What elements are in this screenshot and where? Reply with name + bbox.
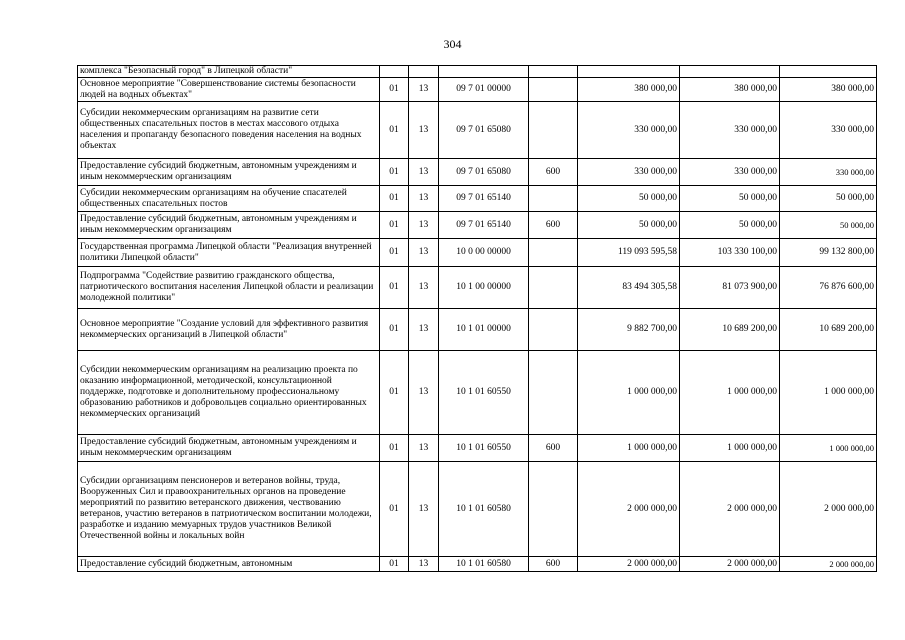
row-name-cell: комплекса "Безопасный город" в Липецкой области": [78, 66, 380, 78]
expense-type-cell: 600: [529, 212, 578, 239]
amount-year3-cell: 2 000 000,00: [780, 557, 877, 572]
expense-type-cell: 600: [529, 557, 578, 572]
section-cell: 13: [409, 267, 439, 309]
target-article-cell: 09 7 01 65080: [439, 102, 529, 159]
table-row: [78, 212, 877, 239]
section-cell: 13: [409, 309, 439, 351]
row-name-cell: Основное мероприятие "Совершенствование системы безопасности людей на водных объектах": [78, 78, 380, 102]
ved-cell: 01: [380, 186, 409, 212]
target-article-cell: 10 1 01 60580: [439, 557, 529, 572]
target-article-cell: 09 7 01 65140: [439, 186, 529, 212]
ved-cell: 01: [380, 267, 409, 309]
amount-year1-cell: 50 000,00: [578, 186, 680, 212]
target-article-cell: 10 1 01 60550: [439, 351, 529, 435]
table-row: [78, 66, 877, 78]
section-cell: 13: [409, 557, 439, 572]
amount-year3-cell: 1 000 000,00: [780, 435, 877, 462]
amount-year2-cell: 1 000 000,00: [680, 351, 780, 435]
amount-year2-cell: 50 000,00: [680, 186, 780, 212]
table-row: [78, 267, 877, 309]
ved-cell: 01: [380, 435, 409, 462]
section-cell: 13: [409, 351, 439, 435]
amount-year2-cell: [680, 66, 780, 78]
amount-year1-cell: 2 000 000,00: [578, 462, 680, 557]
row-name-cell: Субсидии некоммерческим организациям на обучение спасателей общественных спасательных постов: [78, 186, 380, 212]
amount-year3-cell: 2 000 000,00: [780, 462, 877, 557]
section-cell: 13: [409, 78, 439, 102]
amount-year3-cell: 380 000,00: [780, 78, 877, 102]
expense-type-cell: 600: [529, 435, 578, 462]
row-name-cell: Субсидии некоммерческим организациям на реализацию проекта по оказанию информационной, методической, консультационной поддержке, подготовке и дополнительному профессиональному образованию работников и добровольцев социально ориентированных некоммерческих организаций: [78, 351, 380, 435]
expense-type-cell: [529, 309, 578, 351]
expense-type-cell: [529, 66, 578, 78]
amount-year1-cell: 330 000,00: [578, 102, 680, 159]
row-name-cell: Государственная программа Липецкой области "Реализация внутренней политики Липецкой области": [78, 239, 380, 267]
row-name-cell: Предоставление субсидий бюджетным, автономным учреждениям и иным некоммерческим организациям: [78, 159, 380, 186]
ved-cell: 01: [380, 212, 409, 239]
ved-cell: [380, 66, 409, 78]
amount-year2-cell: 330 000,00: [680, 159, 780, 186]
amount-year1-cell: 1 000 000,00: [578, 435, 680, 462]
amount-year1-cell: 2 000 000,00: [578, 557, 680, 572]
target-article-cell: 10 0 00 00000: [439, 239, 529, 267]
row-name-cell: Предоставление субсидий бюджетным, автономным учреждениям и иным некоммерческим организациям: [78, 212, 380, 239]
amount-year2-cell: 2 000 000,00: [680, 557, 780, 572]
amount-year3-cell: 10 689 200,00: [780, 309, 877, 351]
table-body: [78, 66, 877, 572]
row-name-cell: Субсидии некоммерческим организациям на развитие сети общественных спасательных постов в местах массового отдыха населения и пропаганду безопасного поведения населения на водных объектах: [78, 102, 380, 159]
amount-year2-cell: 10 689 200,00: [680, 309, 780, 351]
row-name-cell: Предоставление субсидий бюджетным, автономным учреждениям и иным некоммерческим организациям: [78, 435, 380, 462]
page-number: 304: [443, 37, 462, 51]
amount-year1-cell: [578, 66, 680, 78]
amount-year3-cell: 50 000,00: [780, 212, 877, 239]
ved-cell: 01: [380, 239, 409, 267]
expense-type-cell: [529, 78, 578, 102]
table-row: [78, 462, 877, 557]
expense-type-cell: [529, 239, 578, 267]
table-row: [78, 186, 877, 212]
ved-cell: 01: [380, 102, 409, 159]
amount-year2-cell: 330 000,00: [680, 102, 780, 159]
amount-year1-cell: 9 882 700,00: [578, 309, 680, 351]
section-cell: [409, 66, 439, 78]
target-article-cell: 09 7 01 65080: [439, 159, 529, 186]
target-article-cell: 10 1 00 00000: [439, 267, 529, 309]
ved-cell: 01: [380, 78, 409, 102]
amount-year3-cell: 1 000 000,00: [780, 351, 877, 435]
amount-year3-cell: [780, 66, 877, 78]
amount-year1-cell: 50 000,00: [578, 212, 680, 239]
expense-type-cell: 600: [529, 159, 578, 186]
row-name-cell: Подпрограмма "Содействие развитию гражданского общества, патриотического воспитания населения Липецкой области и реализации молодежной политики": [78, 267, 380, 309]
amount-year3-cell: 76 876 600,00: [780, 267, 877, 309]
amount-year3-cell: 99 132 800,00: [780, 239, 877, 267]
amount-year2-cell: 2 000 000,00: [680, 462, 780, 557]
target-article-cell: 10 1 01 60550: [439, 435, 529, 462]
expense-type-cell: [529, 267, 578, 309]
target-article-cell: 09 7 01 00000: [439, 78, 529, 102]
expense-type-cell: [529, 102, 578, 159]
table-row: [78, 557, 877, 572]
table-row: [78, 78, 877, 102]
amount-year2-cell: 50 000,00: [680, 212, 780, 239]
table-row: [78, 102, 877, 159]
table-row: [78, 239, 877, 267]
section-cell: 13: [409, 186, 439, 212]
amount-year3-cell: 330 000,00: [780, 102, 877, 159]
row-name-cell: Основное мероприятие "Создание условий для эффективного развития некоммерческих организаций в Липецкой области": [78, 309, 380, 351]
ved-cell: 01: [380, 557, 409, 572]
amount-year2-cell: 1 000 000,00: [680, 435, 780, 462]
target-article-cell: [439, 66, 529, 78]
target-article-cell: 09 7 01 65140: [439, 212, 529, 239]
section-cell: 13: [409, 102, 439, 159]
ved-cell: 01: [380, 462, 409, 557]
section-cell: 13: [409, 435, 439, 462]
ved-cell: 01: [380, 309, 409, 351]
section-cell: 13: [409, 462, 439, 557]
ved-cell: 01: [380, 159, 409, 186]
budget-table: [77, 65, 877, 572]
expense-type-cell: [529, 351, 578, 435]
expense-type-cell: [529, 462, 578, 557]
target-article-cell: 10 1 01 60580: [439, 462, 529, 557]
expense-type-cell: [529, 186, 578, 212]
section-cell: 13: [409, 159, 439, 186]
table-row: [78, 309, 877, 351]
target-article-cell: 10 1 01 00000: [439, 309, 529, 351]
amount-year2-cell: 81 073 900,00: [680, 267, 780, 309]
amount-year2-cell: 103 330 100,00: [680, 239, 780, 267]
table-row: [78, 435, 877, 462]
amount-year1-cell: 380 000,00: [578, 78, 680, 102]
amount-year1-cell: 330 000,00: [578, 159, 680, 186]
section-cell: 13: [409, 239, 439, 267]
amount-year1-cell: 1 000 000,00: [578, 351, 680, 435]
ved-cell: 01: [380, 351, 409, 435]
amount-year3-cell: 50 000,00: [780, 186, 877, 212]
row-name-cell: Предоставление субсидий бюджетным, автономным: [78, 557, 380, 572]
row-name-cell: Субсидии организациям пенсионеров и ветеранов войны, труда, Вооруженных Сил и правоохранительных органов на проведение мероприятий по развитию ветеранского движения, чествованию ветеранов, участию ветеранов в патриотическом воспитании молодежи, разработке и изданию мемуарных трудов участников Великой Отечественной войны и локальных войн: [78, 462, 380, 557]
table-row: [78, 159, 877, 186]
amount-year1-cell: 83 494 305,58: [578, 267, 680, 309]
table-row: [78, 351, 877, 435]
section-cell: 13: [409, 212, 439, 239]
amount-year1-cell: 119 093 595,58: [578, 239, 680, 267]
amount-year2-cell: 380 000,00: [680, 78, 780, 102]
amount-year3-cell: 330 000,00: [780, 159, 877, 186]
